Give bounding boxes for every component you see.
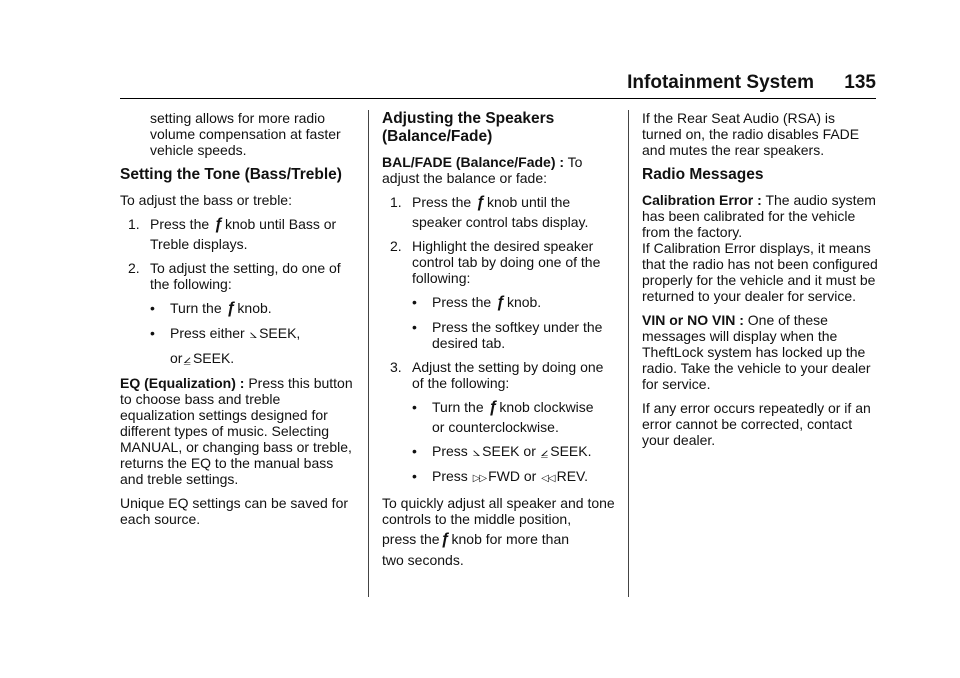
bullet-turn-knob [150,300,356,317]
step-number: 3. [390,359,402,375]
rsa-paragraph: If the Rear Seat Audio (RSA) is turned on, the radio disables FADE and mutes the rear speakers. [642,110,860,158]
heading-tone: Setting the Tone (Bass/Treble) [120,166,342,183]
unique-eq-paragraph: Unique EQ settings can be saved for each source. [120,495,349,527]
quick-adjust-end: two seconds. [382,552,464,568]
step-number: 1. [128,216,140,232]
eq-term: EQ (Equalization) : [120,375,245,391]
column-divider-right [628,110,629,597]
step-text: Treble displays. [150,236,248,252]
header-divider [120,98,876,99]
step-text: Press the [150,216,210,232]
bullet-turn-knob [412,399,618,435]
bullet-dot: • [412,399,417,415]
seek-down-icon: ⦤ [183,351,191,366]
bullet-text: SEEK. [192,350,235,366]
column-1 [120,110,356,535]
step-text: knob until the [486,194,571,210]
bullet-text: Press the [432,294,492,310]
calibration-text: The audio system has been calibrated for the vehicle from the factory. [642,192,876,240]
tune-knob-icon: ƒ [476,194,485,211]
section-title: Infotainment System [627,72,814,93]
quick-adjust-paragraph: To quickly adjust all speaker and tone controls to the middle position, [382,495,615,527]
bullet-press-seek [412,443,618,460]
seek-down-icon: ⦤ [540,444,549,459]
bullet-press-fwd-rev [412,468,618,487]
bullet-text: Press [432,468,468,484]
calibration-detail: If Calibration Error displays, it means that the radio has not been configured properly for the vehicle and it must be returned to your dealer for service. [642,240,878,304]
step-text: Highlight the desired speaker control tab by doing one of the following: [412,238,601,286]
bullet-text: or counterclockwise. [432,419,559,435]
intro-paragraph: setting allows for more radio volume compensation at faster vehicle speeds. [150,110,341,158]
tune-knob-icon: ƒ [226,300,236,317]
step-1 [390,194,618,230]
bullet-dot: • [150,325,155,341]
calibration-term: Calibration Error : [642,192,762,208]
step-number: 2. [390,238,402,254]
bullet-dot: • [412,443,417,459]
tune-knob-icon: ƒ [440,531,450,548]
bullet-text: or [170,350,183,366]
bullet-text: SEEK or [482,443,536,459]
bullet-text: REV. [556,468,588,484]
bullet-press-seek [150,325,356,367]
step-text: speaker control tabs display. [412,214,589,230]
column-divider-left [368,110,369,597]
bullet-text: knob. [237,300,272,316]
bullet-dot: • [412,294,417,310]
bullet-dot: • [412,319,417,335]
balance-term: BAL/FADE (Balance/Fade) : [382,154,565,170]
bullet-dot: • [150,300,155,316]
column-2 [382,110,618,576]
quick-text: knob for more than [451,531,570,547]
error-paragraph: If any error occurs repeatedly or if an error cannot be corrected, contact your dealer. [642,400,871,448]
step-text: To adjust the setting, do one of the following: [150,260,341,292]
step-2 [390,238,618,286]
bullet-text: Press the softkey under the desired tab. [432,319,603,351]
tune-knob-icon: ƒ [214,216,223,233]
quick-adjust-line [382,531,618,548]
seek-up-icon: ⦣ [472,444,481,459]
step-text: knob until Bass or [224,216,337,232]
balance-text: To adjust the balance or fade: [382,154,583,186]
vin-text: One of these messages will display when the TheftLock system has locked up the radio. Take the vehicle to your dealer for service. [642,312,871,392]
bullet-text: Press [432,443,468,459]
step-1 [128,216,356,252]
vin-term: VIN or NO VIN : [642,312,744,328]
bullet-text: knob. [506,294,542,310]
tone-intro: To adjust the bass or treble: [120,192,292,208]
bullet-press-knob [412,294,618,311]
fast-forward-icon: ▷▷ [472,473,487,484]
bullet-softkey [412,319,618,351]
calibration-paragraph [642,192,878,240]
bullet-continuation [170,350,356,367]
quick-text: press the [382,531,440,547]
bullet-text: SEEK. [550,443,592,459]
page-number: 135 [844,72,876,93]
bullet-dot: • [412,468,417,484]
eq-text: Press this button to choose bass and treble equalization settings designed for different types of music. Selecting MANUAL, or changing bass or treble, returns the EQ to the manual bass and treble settings. [120,375,353,487]
bullet-text: FWD or [488,468,537,484]
bullet-text: Press either [170,325,245,341]
rewind-icon: ◁◁ [541,473,555,484]
heading-speakers: Adjusting the Speakers (Balance/Fade) [382,110,555,145]
step-text: Press the [412,194,472,210]
tune-knob-icon: ƒ [496,294,505,311]
step-number: 1. [390,194,402,210]
step-3 [390,359,618,391]
vin-paragraph [642,312,878,392]
bullet-text: Turn the [432,399,484,415]
step-text: Adjust the setting by doing one of the following: [412,359,604,391]
step-number: 2. [128,260,140,276]
bullet-text: knob clockwise [499,399,594,415]
seek-up-icon: ⦣ [249,326,258,341]
eq-paragraph [120,375,356,487]
step-2 [128,260,356,292]
column-3 [642,110,878,456]
bullet-text: Turn the [170,300,222,316]
balance-paragraph [382,154,618,186]
tune-knob-icon: ƒ [488,399,498,416]
bullet-text: SEEK, [259,325,301,341]
heading-radio-messages: Radio Messages [642,166,764,183]
